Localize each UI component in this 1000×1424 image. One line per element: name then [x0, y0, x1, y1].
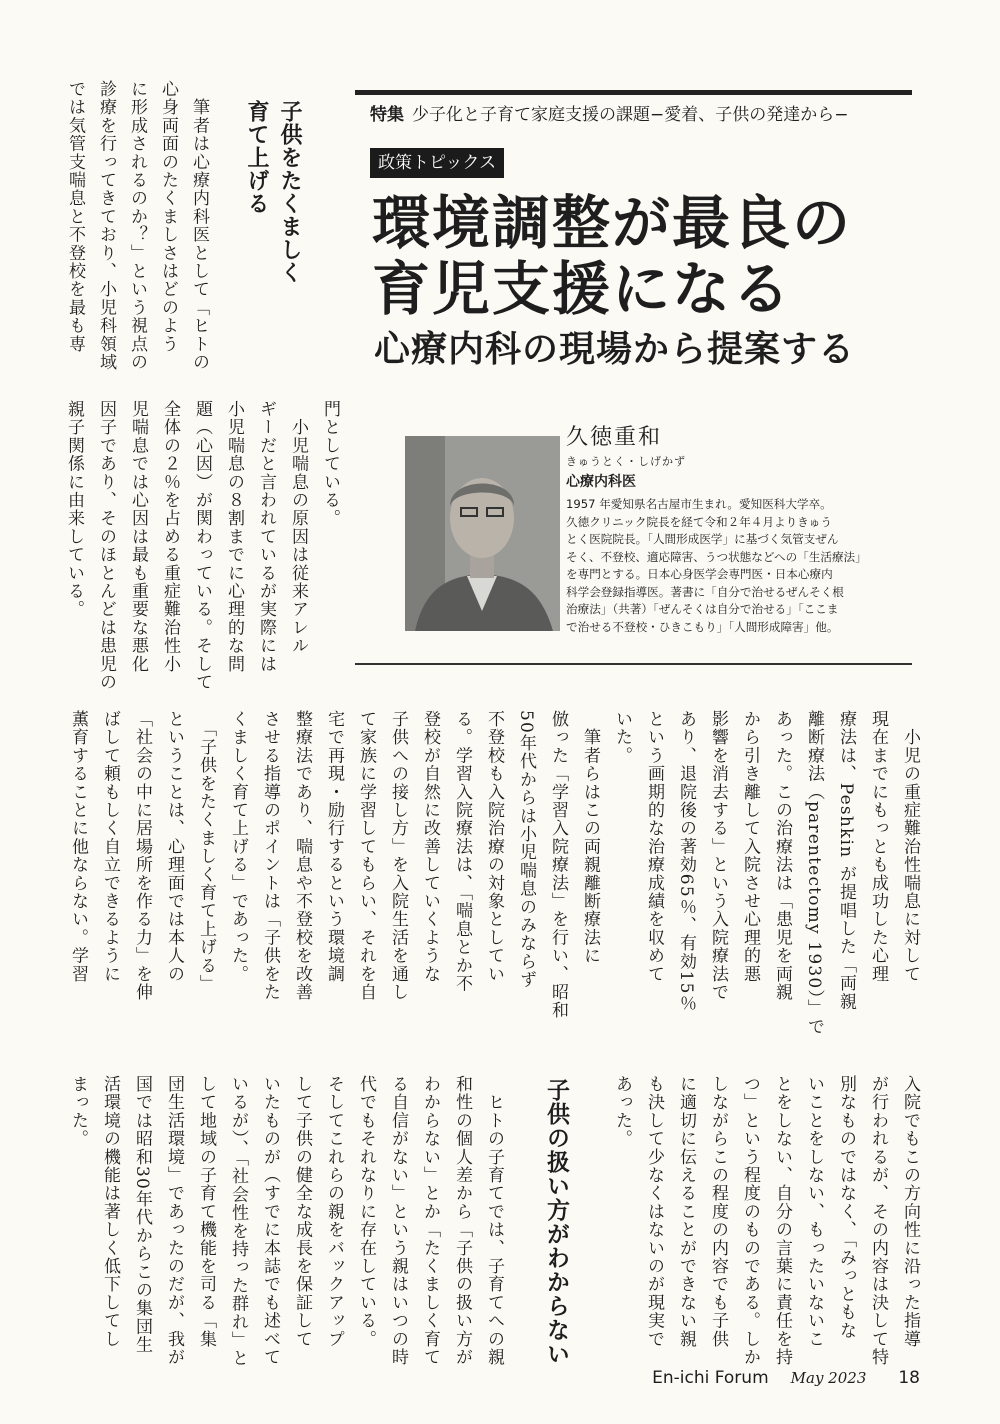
text-column: くましく育て上げる」であった。	[228, 710, 248, 983]
text-column: 影響を消去する」という入院療法で	[708, 710, 728, 1002]
text-column: ということは、心理面では本人の	[164, 710, 184, 983]
text-column: して地域の子育て機能を司る「集	[196, 1075, 216, 1348]
text-column: わからない」とか「たくましく育て	[420, 1075, 440, 1367]
text-column: 診療を行ってきており、小児科領域	[96, 80, 116, 372]
text-column: が行われるが、その内容は決して特	[868, 1075, 888, 1367]
issue-date: May 2023	[790, 1369, 867, 1387]
section-heading-1	[240, 100, 306, 320]
text-column: そしてこれらの親をバックアップ	[324, 1075, 344, 1348]
heading-line: 子供をたくましく	[277, 100, 302, 284]
title-line: 育児支援になる	[372, 255, 793, 323]
text-column: る自信がない」という親はいつの時	[388, 1075, 408, 1367]
bio-line: 1957 年愛知県名古屋市生まれ。愛知医科大学卒。	[566, 497, 832, 511]
text-column: 登校が自然に改善していくような	[420, 710, 440, 983]
bio-line: 久徳クリニック院長を経て令和２年４月よりきゅう	[566, 514, 832, 529]
body-block	[606, 1075, 926, 1365]
portrait-image	[405, 436, 560, 631]
text-column: いたものが（すでに本誌でも述べて	[260, 1075, 280, 1367]
feature-title: 少子化と子育て家庭支援の課題−愛着、子供の発達から−	[412, 105, 849, 125]
text-column: に形成されるのか？」という視点の	[127, 80, 147, 372]
bio-line: とく医院院長。「人間形成医学」に基づく気管支ぜん	[566, 532, 839, 546]
author-role: 心療内科医	[566, 474, 636, 490]
text-column: 「社会の中に居場所を作る力」を伸	[132, 710, 152, 1002]
text-column: あった。	[612, 1075, 632, 1148]
text-column: 療法は、Peshkin が提唱した「両親	[836, 710, 856, 1011]
header-rule	[355, 90, 912, 95]
text-column: も決して少なくはないのが現実で	[644, 1075, 664, 1348]
magazine-name: En-ichi Forum	[652, 1368, 769, 1388]
article-subtitle: 心療内科の現場から提案する	[374, 328, 856, 370]
text-column: まった。	[68, 1075, 88, 1148]
text-column: 筆者らはこの両親離断療法に	[580, 710, 600, 965]
text-column: 小児の重症難治性喘息に対して	[900, 710, 920, 983]
text-column: ヒトの子育てでは、子育てへの親	[484, 1075, 504, 1367]
text-column: から引き離して入院させ心理的悪	[740, 710, 760, 983]
text-column: あった。この治療法は「患児を両親	[772, 710, 792, 1002]
text-column: 「子供をたくましく育て上げる」	[196, 710, 216, 993]
header-bottom-rule	[355, 663, 912, 665]
text-column: 小児喘息の８割までに心理的な問	[224, 400, 244, 673]
text-column: 児喘息では心因は最も重要な悪化	[128, 400, 148, 673]
text-column: 現在までにもっとも成功した心理	[868, 710, 888, 983]
text-column: しながらこの程度の内容でも子供	[708, 1075, 728, 1348]
text-column: 国では昭和30年代からこの集団生	[132, 1075, 152, 1354]
category-tag: 政策トピックス	[370, 148, 504, 178]
body-block	[58, 400, 346, 690]
text-column: 50年代からは小児喘息のみならず	[516, 710, 536, 989]
bio-line: そく、不登校、適応障害、うつ状態などへの「生活療法」	[566, 549, 867, 564]
bio-line: 科学会登録指導医。著書に「自分で治せるぜんそく根	[566, 584, 844, 599]
text-column: して子供の健全な成長を保証して	[292, 1075, 312, 1348]
author-photo	[405, 436, 560, 631]
text-column: る。学習入院療法は、「喘息とか不	[452, 710, 472, 993]
text-column: 宅で再現・励行するという環境調	[324, 710, 344, 983]
text-column: 親子関係に由来している。	[64, 400, 84, 619]
page-number: 18	[898, 1368, 920, 1388]
text-column: 倣った「学習入院療法」を行い、昭和	[548, 710, 568, 1020]
text-column: 因子であり、そのほとんどは患児の	[96, 400, 116, 692]
article-title	[372, 190, 852, 322]
text-column: 全体の２％を占める重症難治性小	[160, 400, 180, 673]
text-column: 活環境の機能は著しく低下してし	[100, 1075, 120, 1348]
body-block	[62, 710, 926, 1036]
text-column: あり、退院後の著効65％、有効15％	[676, 710, 696, 1013]
text-column: とをしない、自分の言葉に責任を持	[772, 1075, 792, 1367]
text-column: では気管支喘息と不登校を最も専	[65, 80, 85, 353]
feature-label: 特集	[370, 105, 404, 125]
text-column: 子供への接し方」を入院生活を通し	[388, 710, 408, 1002]
text-column: いるが）、「社会性を持った群れ」と	[228, 1075, 248, 1368]
text-column: 団生活環境」であったのだが、我が	[164, 1075, 184, 1367]
text-column: という画期的な治療成績を収めて	[644, 710, 664, 983]
text-column: 筆者は心療内科医として「ヒトの	[189, 80, 209, 372]
feature-line	[370, 104, 849, 126]
text-column: いた。	[612, 710, 632, 765]
text-column: 薫育することに他ならない。学習	[68, 710, 88, 983]
text-column: 入院でもこの方向性に沿った指導	[900, 1075, 920, 1348]
text-column: ギーだと言われているが実際には	[256, 400, 276, 673]
page-footer	[652, 1368, 920, 1388]
bio-line: を専門とする。日本心身医学会専門医・日本心療内	[566, 567, 833, 581]
heading-line: 子供の扱い方がわからない	[543, 1078, 569, 1366]
text-column: つ」という程度のものである。しか	[740, 1075, 760, 1367]
bio-line: で治せる不登校・ひきこもり」「人間形成障害」他。	[566, 619, 839, 634]
text-column: 題（心因）が関わっている。そして	[192, 400, 212, 692]
body-block	[62, 1075, 510, 1368]
bio-line: 治療法」（共著）「ぜんそくは自分で治せる」「ここま	[566, 602, 839, 616]
text-column: いことをしない、もったいないこ	[804, 1075, 824, 1348]
text-column: 代でもそれなりに存在している。	[356, 1075, 376, 1348]
text-column: て家族に学習してもらい、それを自	[356, 710, 376, 1002]
author-bio	[566, 496, 912, 636]
text-column: 心身両面のたくましさはどのよう	[158, 80, 178, 353]
text-column: 離断療法（parentectomy 1930）」で	[804, 710, 824, 1036]
text-column: ばして頼もしく自立できるように	[100, 710, 120, 983]
text-column: 和性の個人差から「子供の扱い方が	[452, 1075, 472, 1367]
body-block	[59, 80, 214, 370]
author-name: 久徳重和	[566, 425, 663, 450]
title-line: 環境調整が最良の	[372, 189, 853, 257]
author-name-reading: きゅうとく・しげかず	[566, 455, 686, 468]
text-column: 整療法であり、喘息や不登校を改善	[292, 710, 312, 1002]
heading-line: 育て上げる	[244, 100, 269, 215]
text-column: させる指導のポイントは「子供をた	[260, 710, 280, 1002]
text-column: 別なものではなく、「みっともな	[836, 1075, 856, 1340]
text-column: 門としている。	[320, 400, 340, 528]
section-heading-2	[539, 1078, 572, 1368]
text-column: 小児喘息の原因は従来アレル	[288, 400, 308, 655]
text-column: に適切に伝えることができない親	[676, 1075, 696, 1348]
text-column: 不登校も入院治療の対象としてい	[484, 710, 504, 983]
